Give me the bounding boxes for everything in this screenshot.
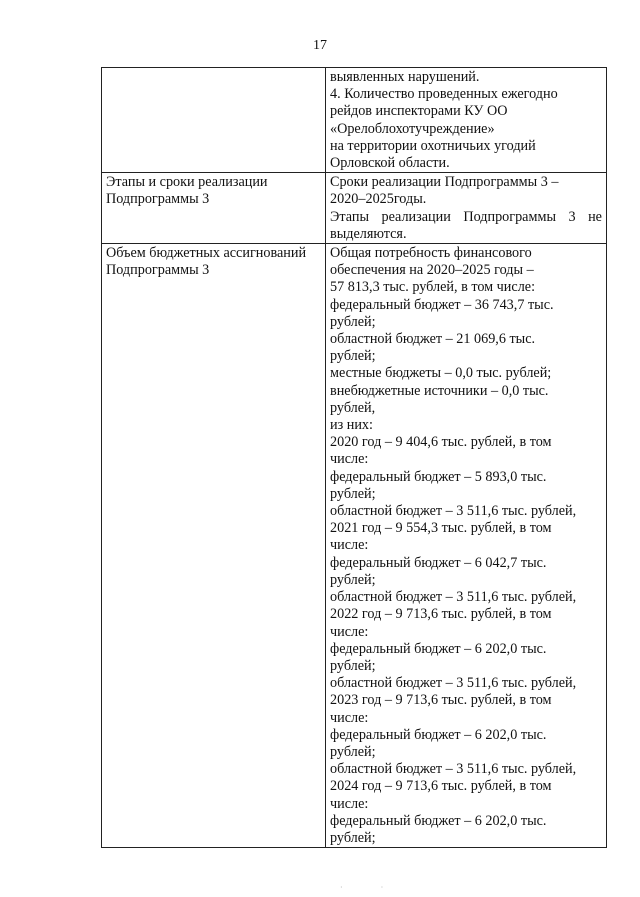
cell-line: 2023 год – 9 713,6 тыс. рублей, в том	[330, 692, 552, 709]
cell-line: Подпрограммы 3	[106, 262, 210, 279]
cell-line: Подпрограммы 3	[106, 191, 210, 208]
cell-line: Этапы и сроки реализации	[106, 174, 268, 191]
cell-line: федеральный бюджет – 6 042,7 тыс.	[330, 554, 547, 571]
cell-line: числе:	[330, 623, 369, 640]
cell-line: рублей,	[330, 399, 376, 416]
row2-label-cell	[102, 173, 326, 244]
cell-line: 2020–2025годы.	[330, 191, 427, 208]
cell-line: числе:	[330, 537, 369, 554]
cell-line: рублей;	[330, 743, 376, 760]
cell-line: федеральный бюджет – 6 202,0 тыс.	[330, 726, 547, 743]
passport-table	[101, 67, 607, 848]
row1-value-cell	[326, 68, 607, 173]
cell-line: на территории охотничьих угодий	[330, 137, 536, 154]
table-row-budget	[102, 244, 607, 848]
cell-line: Этапы реализации Подпрограммы 3 не	[330, 208, 602, 225]
cell-line: рублей;	[330, 657, 376, 674]
cell-line: местные бюджеты – 0,0 тыс. рублей;	[330, 365, 552, 382]
cell-line: рублей;	[330, 571, 376, 588]
cell-line: 2020 год – 9 404,6 тыс. рублей, в том	[330, 434, 552, 451]
table-row-indicators-continued	[102, 68, 607, 173]
cell-line: рублей;	[330, 313, 376, 330]
cell-line: рублей;	[330, 485, 376, 502]
cell-line: Общая потребность финансового	[330, 245, 532, 262]
cell-line: числе:	[330, 795, 369, 812]
cell-line: областной бюджет – 3 511,6 тыс. рублей,	[330, 503, 577, 520]
cell-line: 2021 год – 9 554,3 тыс. рублей, в том	[330, 520, 552, 537]
row1-label-cell	[102, 68, 326, 173]
cell-line: областной бюджет – 3 511,6 тыс. рублей,	[330, 675, 577, 692]
cell-line: федеральный бюджет – 5 893,0 тыс.	[330, 468, 547, 485]
cell-line: 4. Количество проведенных ежегодно	[330, 86, 558, 103]
cell-line: числе:	[330, 709, 369, 726]
cell-line: «Орелоблохотучреждение»	[330, 120, 495, 137]
cell-line: федеральный бюджет – 6 202,0 тыс.	[330, 640, 547, 657]
cell-line: областной бюджет – 3 511,6 тыс. рублей,	[330, 589, 577, 606]
page-number: 17	[313, 38, 327, 53]
cell-line: выделяются.	[330, 225, 407, 242]
cell-line: 2024 год – 9 713,6 тыс. рублей, в том	[330, 778, 552, 795]
cell-line: рейдов инспекторами КУ ОО	[330, 103, 508, 120]
cell-line: областной бюджет – 21 069,6 тыс.	[330, 331, 536, 348]
cell-line: Сроки реализации Подпрограммы 3 –	[330, 174, 559, 191]
cell-line: федеральный бюджет – 6 202,0 тыс.	[330, 812, 547, 829]
cell-line: из них:	[330, 417, 373, 434]
cell-line: 2022 год – 9 713,6 тыс. рублей, в том	[330, 606, 552, 623]
row3-value-cell	[326, 244, 607, 848]
scan-artifact: · ·	[340, 883, 402, 892]
cell-line: числе:	[330, 451, 369, 468]
cell-line: Объем бюджетных ассигнований	[106, 245, 307, 262]
row3-label-cell	[102, 244, 326, 848]
table-row-stages-terms	[102, 173, 607, 244]
cell-line: областной бюджет – 3 511,6 тыс. рублей,	[330, 761, 577, 778]
row2-value-cell	[326, 173, 607, 244]
cell-line: рублей;	[330, 829, 376, 846]
cell-line: выявленных нарушений.	[330, 69, 480, 85]
cell-line: федеральный бюджет – 36 743,7 тыс.	[330, 296, 554, 313]
cell-line: обеспечения на 2020–2025 годы –	[330, 262, 534, 279]
cell-line: рублей;	[330, 348, 376, 365]
cell-line: Орловской области.	[330, 155, 450, 172]
cell-line: внебюджетные источники – 0,0 тыс.	[330, 382, 549, 399]
cell-line: 57 813,3 тыс. рублей, в том числе:	[330, 279, 536, 296]
